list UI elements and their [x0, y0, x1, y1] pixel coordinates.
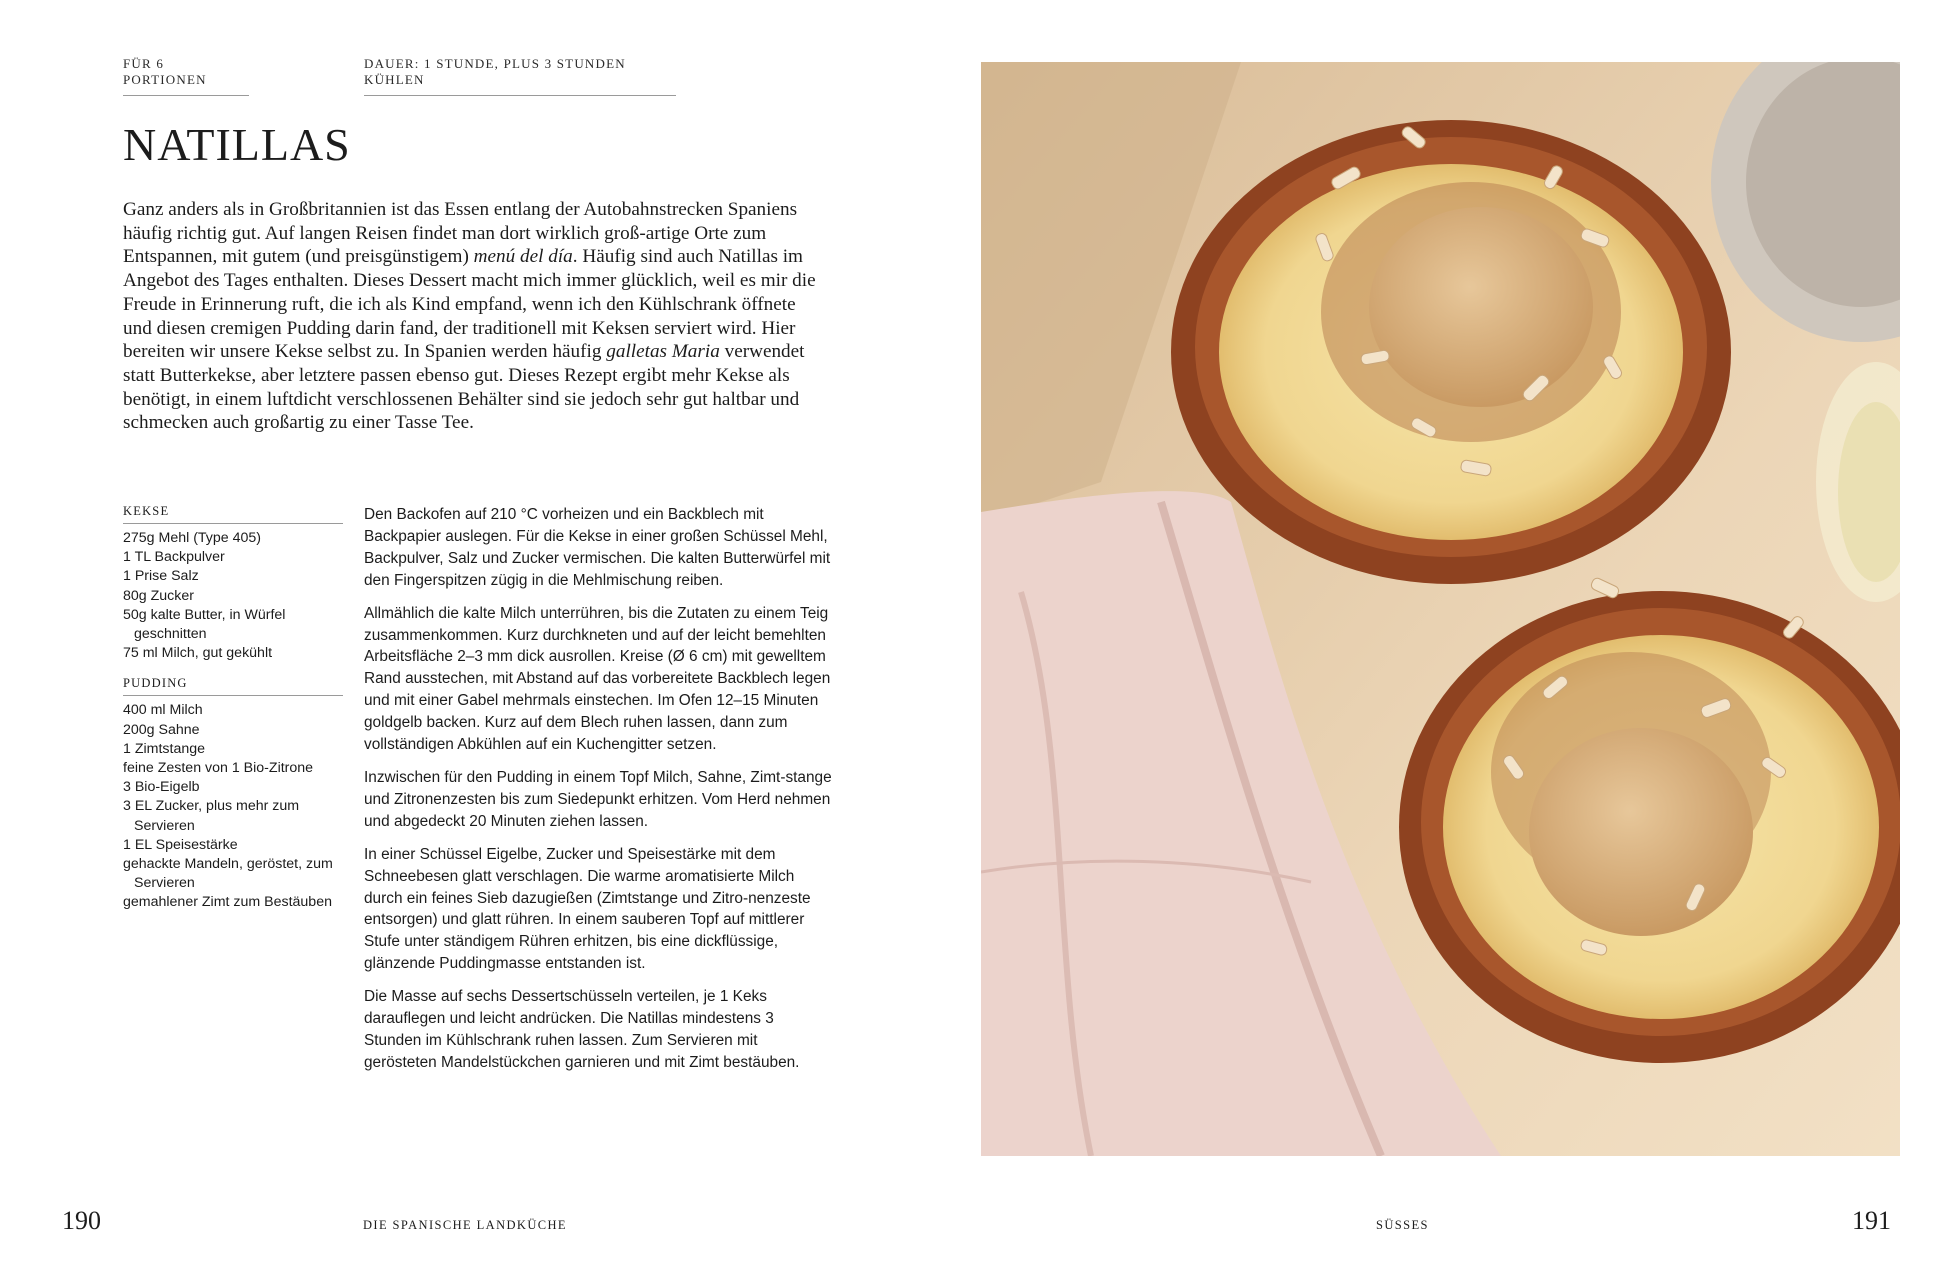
recipe-title: NATILLAS [123, 119, 351, 170]
ingredient-group-kekse [123, 504, 343, 663]
ingredient-item: 50g kalte Butter, in Würfel geschnitten [123, 606, 286, 643]
ingredient-group-pudding [123, 676, 343, 912]
running-footer-right: SÜSSES [1376, 1218, 1429, 1232]
method-step: In einer Schüssel Eigelbe, Zucker und Speisestärke mit dem Schneebesen glatt verschlagen. Die warme aromatisierte Milch durch ein feines Sieb dazugießen (Zimtstange und Zitro-nenzeste entsorgen) und glatt rühren. In einem sauberen Topf auf mittlerer Stufe unter ständigem Rühren erhitzen, bis eine dickflüssige, glänzende Puddingmasse entstanden ist. [364, 845, 811, 973]
ingredient-item: 1 EL Speisestärke [123, 836, 238, 853]
cookie-bottom [1529, 728, 1753, 936]
ingredient-item: 1 Zimtstange [123, 740, 206, 757]
ingredient-item: feine Zesten von 1 Bio-Zitrone [123, 760, 314, 777]
natillas-photo-illustration [981, 62, 1900, 1156]
method-step: Allmählich die kalte Milch unterrühren, bis die Zutaten zu einem Teig zusammenkommen. Kurz durchkneten und auf der leicht bemehlten Arbeitsfläche 2–3 mm dick ausrollen. Kreise (Ø 6 cm) mit gewelltem Rand ausstechen, mit Abstand auf das vorbereitete Backblech legen und mit einer Gabel mehrmals einstechen. Im Ofen 12–15 Minuten goldgelb backen. Kurz auf dem Blech ruhen lassen, dann zum vollständigen Abkühlen auf ein Kuchengitter setzen. [364, 604, 831, 754]
ingredient-item: 80g Zucker [123, 587, 194, 604]
method-steps [364, 504, 834, 1085]
ingredients-column [123, 504, 343, 913]
servings-label [123, 56, 249, 96]
ingredient-list [123, 701, 343, 912]
duration-label [364, 56, 676, 96]
ingredient-group-heading: KEKSE [123, 504, 343, 524]
cookie-top [1369, 207, 1593, 407]
intro-text-2: . Häufig sind auch Natillas im Angebot des Tages enthalten. Dieses Dessert macht mich immer glücklich, weil es mir die Freude in Erinnerung ruft, die ich als Kind empfand, wenn ich den Kühlschrank öffnete und diesen cremigen Pudding darin fand, der traditionell mit Keksen serviert wird. Hier bereiten wir unsere Kekse selbst zu. In Spanien werden häufig [123, 246, 816, 363]
ingredient-item: 1 TL Backpulver [123, 549, 225, 566]
method-step: Die Masse auf sechs Dessertschüsseln verteilen, je 1 Keks darauflegen und leicht andrücken. Die Natillas mindestens 3 Stunden im Kühlschrank ruhen lassen. Zum Servieren mit gerösteten Mandelstückchen garnieren und mit Zimt bestäuben. [364, 988, 800, 1071]
page-number-right: 191 [1852, 1206, 1891, 1235]
intro-emphasis-2: galletas Maria [606, 341, 720, 363]
ingredient-item: 3 Bio-Eigelb [123, 779, 200, 796]
ingredient-item: 75 ml Milch, gut gekühlt [123, 645, 273, 662]
duration-text: DAUER: 1 STUNDE, PLUS 3 STUNDEN KÜHLEN [364, 56, 626, 87]
ingredient-item: 275g Mehl (Type 405) [123, 530, 262, 546]
ingredient-item: 3 EL Zucker, plus mehr zum Servieren [123, 798, 300, 834]
running-footer-left: DIE SPANISCHE LANDKÜCHE [363, 1218, 567, 1232]
ingredient-item: 400 ml Milch [123, 702, 203, 719]
ingredient-group-heading: PUDDING [123, 676, 343, 696]
ingredient-item: gehackte Mandeln, geröstet, zum Servieren [123, 856, 333, 892]
ingredient-list [123, 529, 343, 663]
servings-text: FÜR 6 PORTIONEN [123, 56, 207, 87]
intro-paragraph [123, 198, 828, 435]
ingredient-item: 1 Prise Salz [123, 568, 199, 585]
intro-text-3: verwendet statt Butterkekse, aber letztere passen ebenso gut. Dieses Rezept ergibt mehr Kekse als benötigt, in einem luftdicht verschlossenen Behälter sind sie jedoch sehr gut haltbar und schmecken auch großartig zu einer Tasse Tee. [123, 341, 805, 434]
recipe-photo [981, 62, 1900, 1156]
ingredient-item: 200g Sahne [123, 721, 200, 738]
intro-text-1: Ganz anders als in Großbritannien ist das Essen entlang der Autobahnstrecken Spaniens häufig richtig gut. Auf langen Reisen findet man dort wirklich groß-artige Orte zum Entspannen, mit gutem (und preisgünstigem) [123, 199, 798, 268]
method-step: Inzwischen für den Pudding in einem Topf Milch, Sahne, Zimt-stange und Zitronenzesten bis zum Siedepunkt erhitzen. Vom Herd nehmen und abgedeckt 20 Minuten ziehen lassen. [364, 768, 832, 830]
intro-emphasis-1: menú del día [473, 246, 573, 268]
servings-underline [123, 95, 249, 96]
ingredient-item: gemahlener Zimt zum Bestäuben [123, 894, 332, 911]
duration-underline [364, 95, 676, 96]
method-step: Den Backofen auf 210 °C vorheizen und ein Backblech mit Backpapier auslegen. Für die Kekse in einer großen Schüssel Mehl, Backpulver, Salz und Zucker vermischen. Die kalten Butterwürfel mit den Fingerspitzen zügig in die Mehlmischung reiben. [364, 506, 831, 589]
page-number-left: 190 [62, 1206, 101, 1235]
